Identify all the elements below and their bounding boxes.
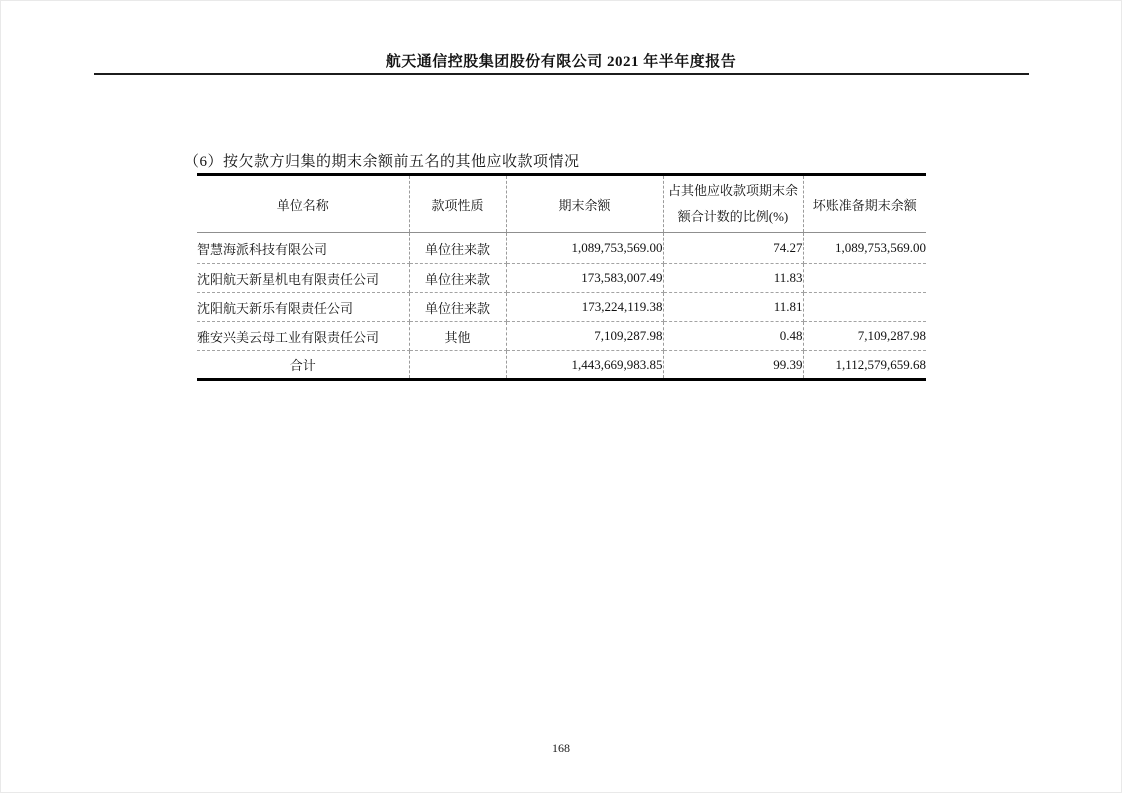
cell-unit-name: 雅安兴美云母工业有限责任公司 — [197, 322, 409, 351]
col-header-bad-debt: 坏账准备期末余额 — [803, 175, 926, 233]
cell-ratio: 99.39 — [663, 351, 803, 380]
cell-nature — [409, 351, 506, 380]
cell-nature: 单位往来款 — [409, 264, 506, 293]
cell-ending-balance: 7,109,287.98 — [506, 322, 663, 351]
cell-ending-balance: 1,089,753,569.00 — [506, 233, 663, 264]
cell-bad-debt — [803, 264, 926, 293]
table-row — [197, 322, 926, 351]
cell-ratio: 11.83 — [663, 264, 803, 293]
cell-unit-name: 沈阳航天新乐有限责任公司 — [197, 293, 409, 322]
table-row — [197, 293, 926, 322]
col-header-unit-name: 单位名称 — [197, 175, 409, 233]
section-title: （6）按欠款方归集的期末余额前五名的其他应收款项情况 — [184, 154, 580, 170]
cell-unit-name: 智慧海派科技有限公司 — [197, 233, 409, 264]
page-number: 168 — [552, 741, 570, 755]
col-header-nature: 款项性质 — [409, 175, 506, 233]
cell-nature: 其他 — [409, 322, 506, 351]
receivables-table — [197, 173, 926, 381]
cell-ending-balance: 173,224,119.38 — [506, 293, 663, 322]
table-total-row — [197, 351, 926, 380]
col-header-ratio-line1: 占其他应收款项期末余 — [667, 183, 798, 198]
col-header-ratio-line2: 额合计数的比例(%) — [677, 209, 789, 224]
table-row — [197, 233, 926, 264]
cell-total-label: 合计 — [197, 351, 409, 380]
cell-ratio: 0.48 — [663, 322, 803, 351]
table-header-row — [197, 175, 926, 233]
cell-bad-debt: 1,112,579,659.68 — [835, 356, 926, 372]
col-header-ratio — [663, 175, 803, 233]
cell-nature: 单位往来款 — [409, 293, 506, 322]
cell-unit-name: 沈阳航天新星机电有限责任公司 — [197, 264, 409, 293]
cell-bad-debt: 1,089,753,569.00 — [803, 233, 926, 264]
cell-bad-debt — [803, 293, 926, 322]
cell-ratio: 74.27 — [663, 233, 803, 264]
cell-ratio: 11.81 — [663, 293, 803, 322]
cell-bad-debt: 7,109,287.98 — [803, 322, 926, 351]
cell-ending-balance: 1,443,669,983.85 — [506, 351, 663, 380]
col-header-ending-balance: 期末余额 — [506, 175, 663, 233]
cell-nature: 单位往来款 — [409, 233, 506, 264]
header-rule — [94, 73, 1029, 75]
cell-ending-balance: 173,583,007.49 — [506, 264, 663, 293]
table-row — [197, 264, 926, 293]
report-header-title: 航天通信控股集团股份有限公司 2021 年半年度报告 — [385, 54, 737, 70]
